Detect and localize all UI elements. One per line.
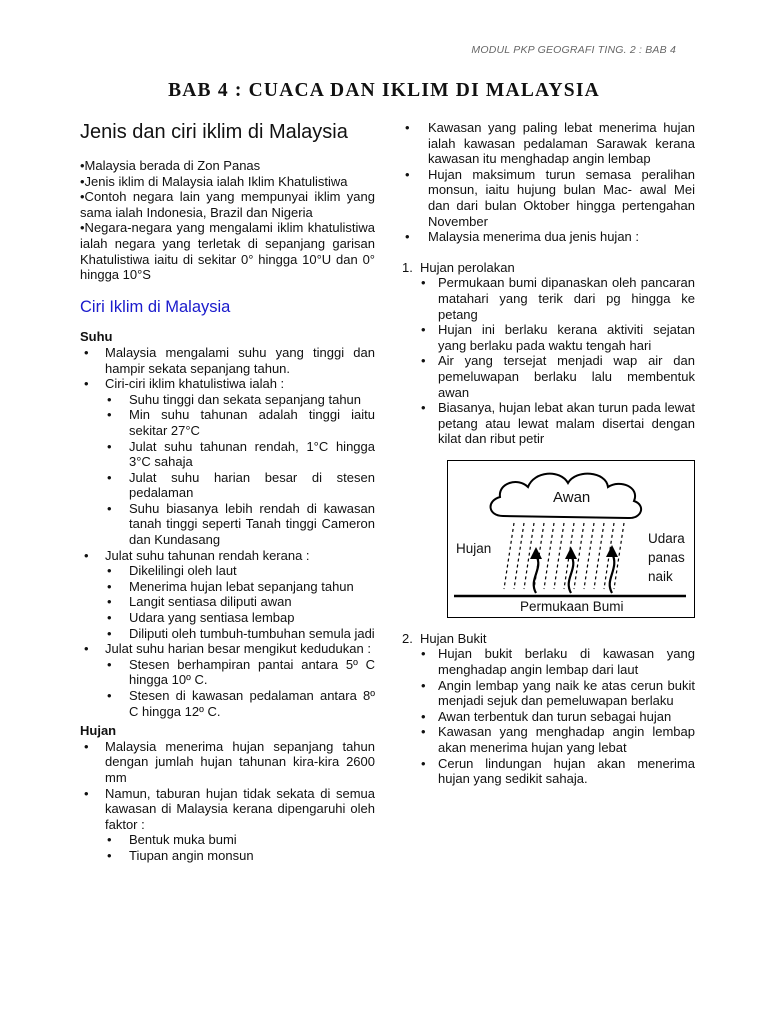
perolakan-number: 1. [402, 259, 413, 275]
hujan-list [80, 739, 375, 864]
list-item: • Dikelilingi oleh laut [105, 563, 375, 579]
label-awan: Awan [553, 489, 591, 506]
perolakan-label: Hujan perolakan [420, 259, 515, 275]
list-item: • Stesen di kawasan pedalaman antara 8º C hingga 12º C. [105, 688, 375, 719]
rain-streaks [504, 523, 624, 589]
intro-line: •Negara-negara yang mengalami iklim khatulistiwa ialah negara yang terletak di sepanjang garisan Khatulistiwa iaitu di sekitar 0° hingga 10°U dan 0° hingga 10°S [80, 220, 375, 283]
hujan-heading: Hujan [80, 723, 117, 739]
list-item: • Langit sentiasa diliputi awan [105, 594, 375, 610]
list-item: • Min suhu tahunan adalah tinggi iaitu sekitar 27°C [105, 407, 375, 438]
arrow-heads [530, 545, 618, 559]
list-item: • Suhu tinggi dan sekata sepanjang tahun [105, 392, 375, 408]
label-panas: panas [648, 550, 685, 565]
sub-list [105, 392, 375, 548]
list-item: • Malaysia menerima dua jenis hujan : [402, 229, 695, 245]
list-item: • Hujan maksimum turun semasa peralihan monsun, iaitu hujung bulan Mac- awal Mei dan dari bulan Oktober hingga pertengahan November [402, 167, 695, 229]
bukit-label: Hujan Bukit [420, 630, 487, 646]
sub-list [105, 563, 375, 641]
list-item: • Stesen berhampiran pantai antara 5º C hingga 10º C. [105, 657, 375, 688]
perolakan-heading [402, 260, 695, 276]
right-column [402, 120, 695, 787]
list-item: • Malaysia menerima hujan sepanjang tahun dengan jumlah hujan tahunan kira-kira 2600 mm [80, 739, 375, 786]
bukit-number: 2. [402, 630, 413, 646]
list-item: • Permukaan bumi dipanaskan oleh pancaran matahari yang terik dari pg hingga ke petang [416, 275, 695, 322]
list-item: • Kawasan yang paling lebat menerima hujan ialah kawasan pedalaman Sarawak kerana kawasan itu menghadap angin lembap [402, 120, 695, 167]
convection-rain-diagram [447, 460, 695, 618]
list-item: • Awan terbentuk dan turun sebagai hujan [416, 709, 695, 725]
bukit-heading [402, 631, 695, 647]
list-item-text: Julat suhu tahunan rendah kerana : [105, 547, 310, 563]
module-header-note: MODUL PKP GEOGRAFI TING. 2 : BAB 4 [471, 44, 676, 56]
right-top-list [402, 120, 695, 245]
list-item: • Diliputi oleh tumbuh-tumbuhan semula jadi [105, 626, 375, 642]
list-item: • Biasanya, hujan lebat akan turun pada lewat petang atau lewat malam disertai dengan kilat dan ribut petir [416, 400, 695, 447]
suhu-list [80, 345, 375, 719]
list-item: • Julat suhu harian besar di stesen pedalaman [105, 470, 375, 501]
list-item [80, 786, 375, 864]
label-hujan: Hujan [456, 541, 492, 556]
bukit-list [416, 646, 695, 786]
list-item: • Tiupan angin monsun [105, 848, 375, 864]
label-naik: naik [648, 569, 673, 584]
list-item: • Malaysia mengalami suhu yang tinggi dan hampir sekata sepanjang tahun. [80, 345, 375, 376]
intro-line: •Jenis iklim di Malaysia ialah Iklim Khatulistiwa [80, 173, 348, 189]
list-item-text: Namun, taburan hujan tidak sekata di semua kawasan di Malaysia kerana dipengaruhi oleh faktor : [105, 785, 375, 832]
intro-list [80, 158, 375, 283]
list-item [80, 376, 375, 548]
list-item: • Angin lembap yang naik ke atas cerun bukit menjadi sejuk dan pemeluwapan berlaku [416, 678, 695, 709]
list-item: • Julat suhu tahunan rendah, 1°C hingga 3°C sahaja [105, 439, 375, 470]
chapter-title: BAB 4 : CUACA DAN IKLIM DI MALAYSIA [168, 80, 600, 101]
label-permukaan-bumi: Permukaan Bumi [520, 599, 624, 614]
left-column [80, 120, 375, 864]
list-item: • Air yang tersejat menjadi wap air dan pemeluwapan berlaku lalu membentuk awan [416, 353, 695, 400]
list-item [80, 548, 375, 642]
list-item: • Hujan ini berlaku kerana aktiviti sejatan yang berlaku pada waktu tengah hari [416, 322, 695, 353]
list-item-text: Ciri-ciri iklim khatulistiwa ialah : [105, 376, 285, 392]
ciri-heading: Ciri Iklim di Malaysia [80, 297, 231, 316]
intro-line: •Contoh negara lain yang mempunyai iklim yang sama ialah Indonesia, Brazil dan Nigeria [80, 189, 375, 220]
list-item: • Hujan bukit berlaku di kawasan yang menghadap angin lembap dari laut [416, 646, 695, 677]
label-udara: Udara [648, 531, 685, 546]
list-item [80, 641, 375, 719]
section-heading: Jenis dan ciri iklim di Malaysia [80, 121, 348, 143]
list-item: • Cerun lindungan hujan akan menerima hujan yang sedikit sahaja. [416, 756, 695, 787]
list-item: • Udara yang sentiasa lembap [105, 610, 375, 626]
perolakan-list [416, 275, 695, 447]
list-item: • Bentuk muka bumi [105, 832, 375, 848]
sub-list [105, 832, 375, 863]
suhu-heading: Suhu [80, 329, 113, 345]
list-item: • Menerima hujan lebat sepanjang tahun [105, 579, 375, 595]
list-item: • Suhu biasanya lebih rendah di kawasan tanah tinggi seperti Tanah tinggi Cameron dan Kundasang [105, 501, 375, 548]
list-item-text: Julat suhu harian besar mengikut kedudukan : [105, 641, 371, 657]
list-item: • Kawasan yang menghadap angin lembap akan menerima hujan yang lebat [416, 724, 695, 755]
intro-line: •Malaysia berada di Zon Panas [80, 158, 261, 173]
sub-list [105, 657, 375, 719]
